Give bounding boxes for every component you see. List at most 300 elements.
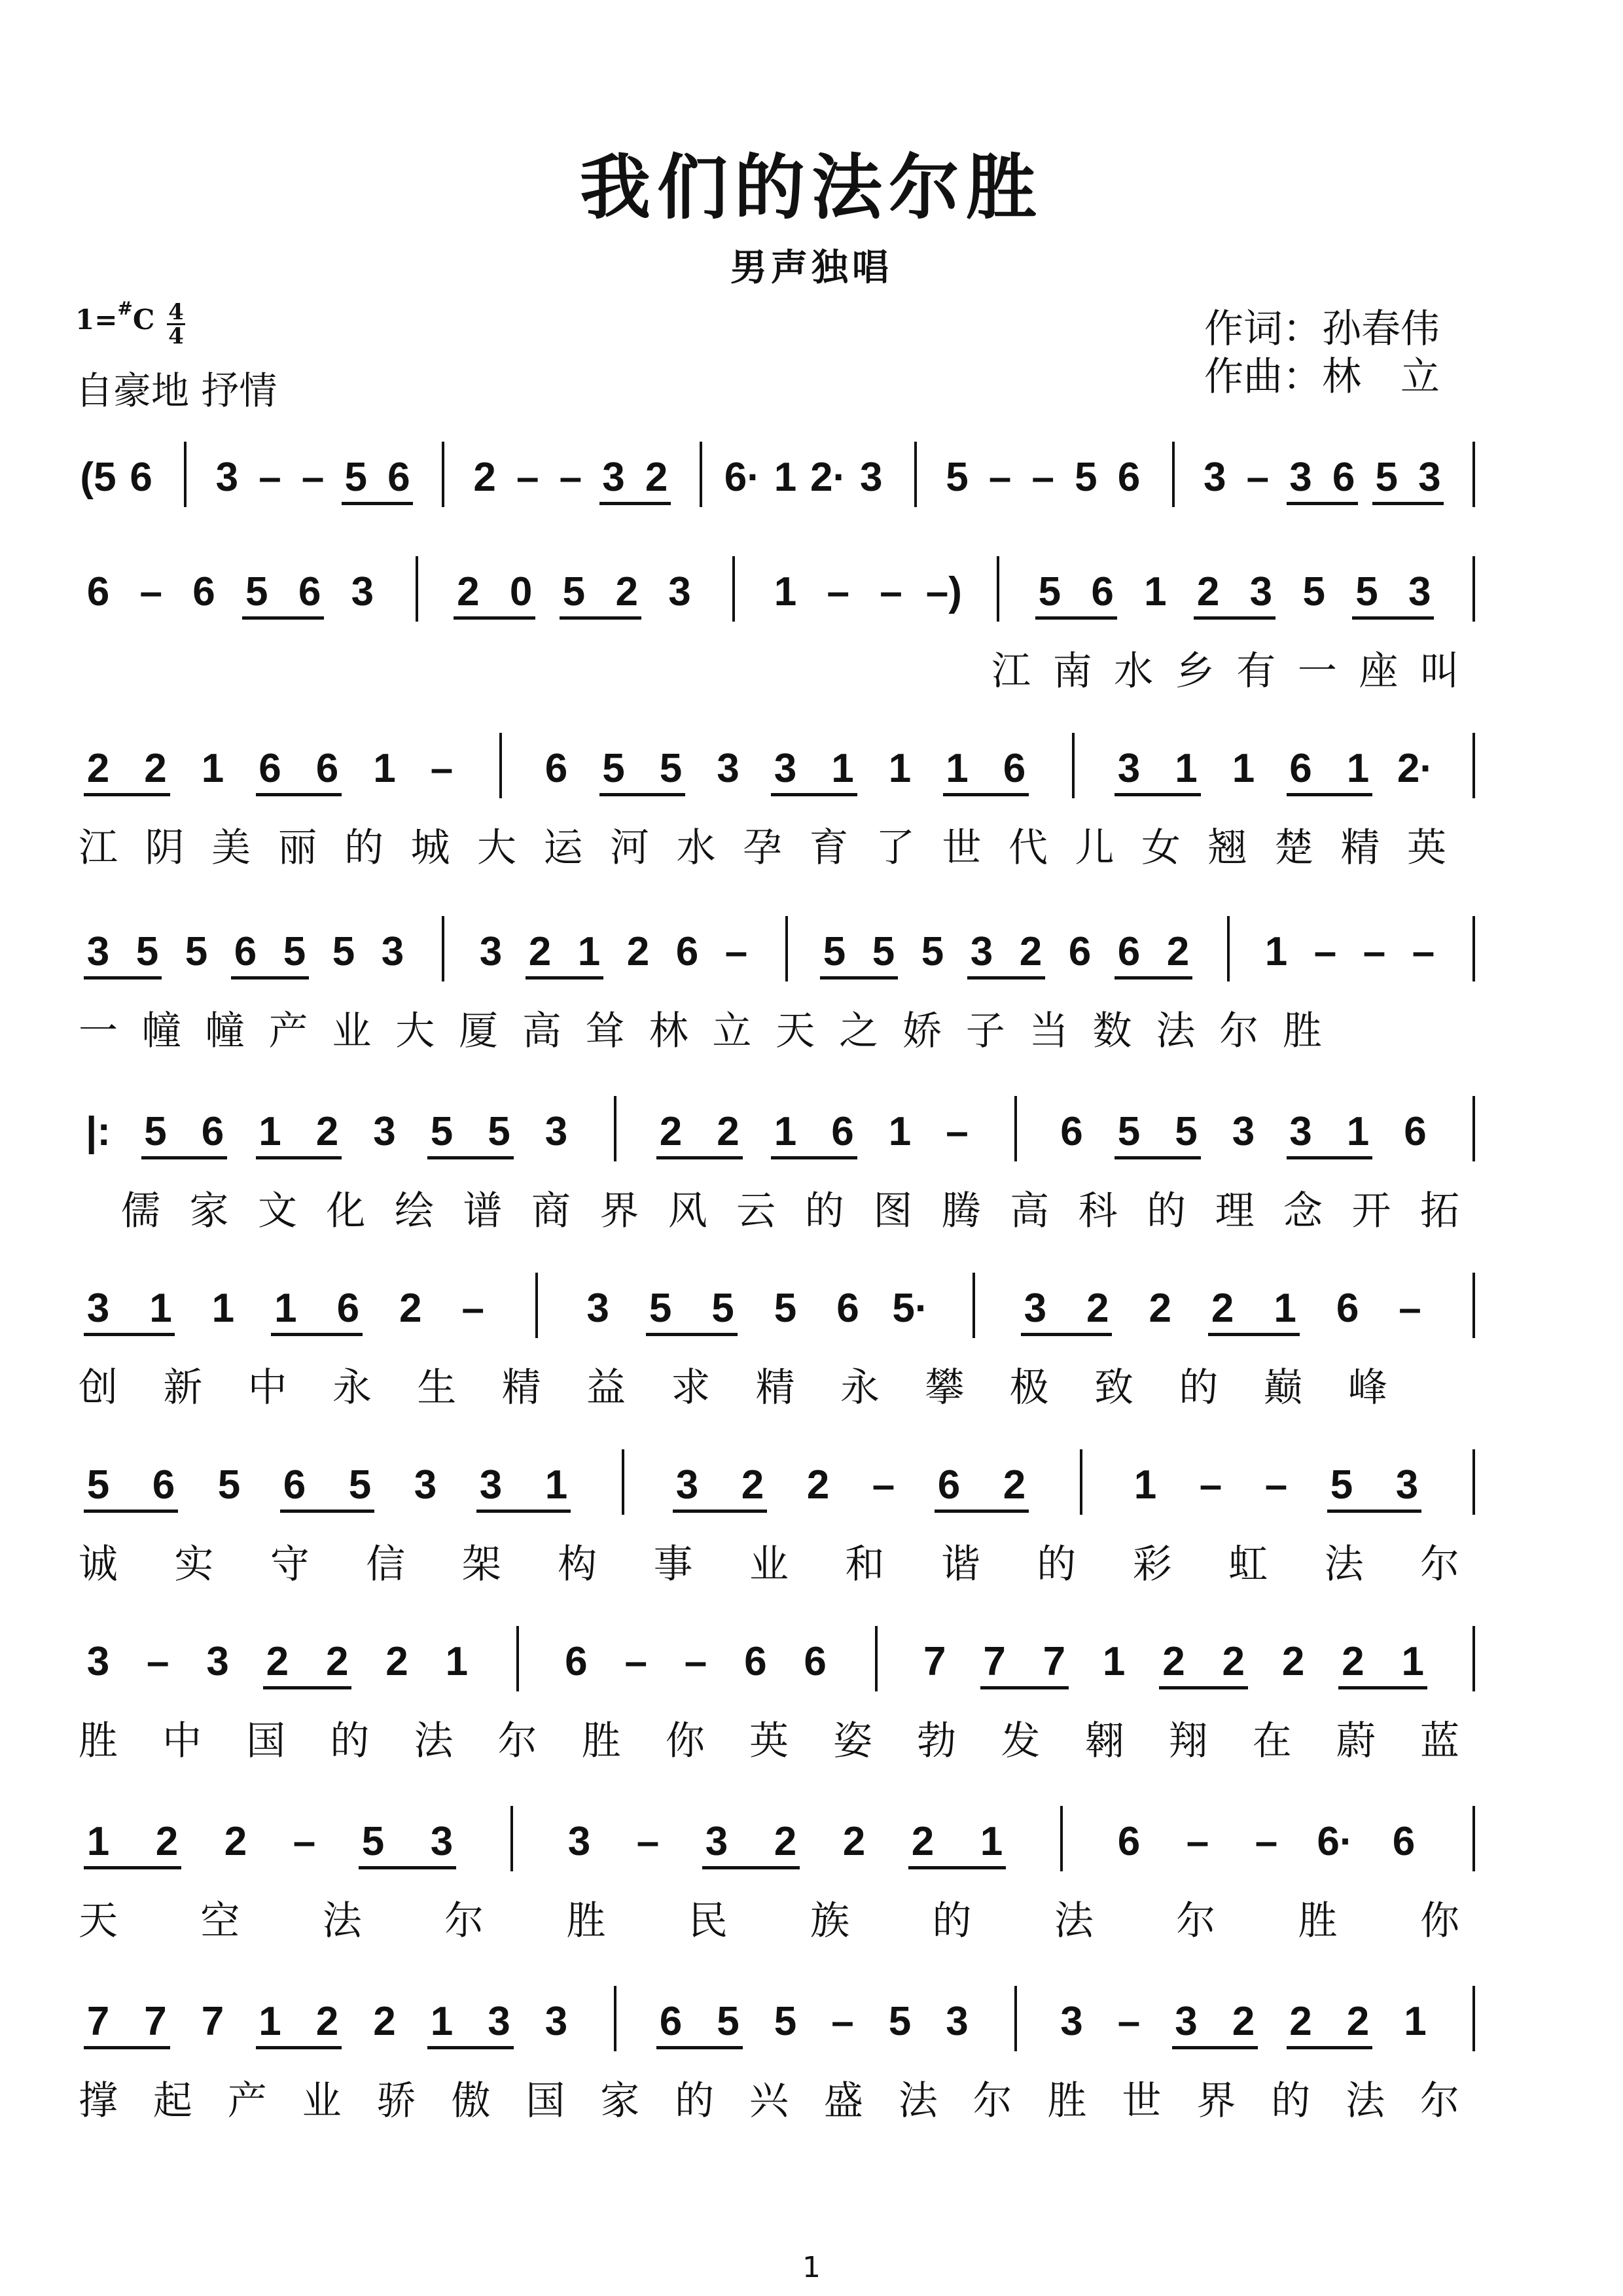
lyric-character: 儿 <box>1075 825 1115 871</box>
note: 6 <box>1336 1286 1359 1331</box>
lyric-character: 胜 <box>1283 1008 1322 1054</box>
lyric-character: 姿 <box>833 1718 873 1764</box>
bar-line <box>1014 1986 1017 2051</box>
lyric-character: 女 <box>1141 825 1181 871</box>
lyric-character: 信 <box>366 1542 406 1587</box>
dash-extension: – <box>461 1286 484 1331</box>
note: 3 <box>1289 1109 1312 1154</box>
bar-line <box>1060 1806 1063 1871</box>
lyric-character: 构 <box>558 1542 597 1587</box>
lyric-character: 致 <box>1094 1365 1133 1411</box>
lyric-line <box>0 640 1623 692</box>
note: 1 <box>86 1819 110 1864</box>
note: 6 <box>1404 1109 1427 1154</box>
lyric-character: 谐 <box>940 1542 980 1587</box>
repeat-sign: |: <box>86 1109 111 1154</box>
note: 2 <box>315 1999 339 2044</box>
lyric-character: 胜 <box>1298 1898 1338 1944</box>
beam-underline <box>256 2046 342 2049</box>
beam-underline <box>656 1156 743 1159</box>
note: 5 <box>488 1109 510 1154</box>
note: 3 <box>1249 569 1273 614</box>
note: 6 <box>259 746 281 791</box>
note: 3 <box>215 455 239 500</box>
note: 2 <box>1003 1462 1026 1508</box>
dash-extension: – <box>684 1639 707 1684</box>
note: 5 <box>562 569 586 614</box>
lyric-line <box>0 2070 1623 2122</box>
lyric-character: 尔 <box>1420 2078 1459 2124</box>
dash-extension: – <box>1412 929 1435 974</box>
beam-underline <box>427 2046 514 2049</box>
lyric-character: 傲 <box>451 2078 491 2124</box>
lyric-character: 界 <box>1196 2078 1236 2124</box>
note: 7 <box>1043 1639 1066 1684</box>
dash-extension: – <box>831 1999 854 2044</box>
lyric-character: 新 <box>163 1365 203 1411</box>
note: 1 <box>544 1462 568 1508</box>
lyric-character: 尔 <box>1176 1898 1216 1944</box>
beam-underline <box>1327 1510 1421 1513</box>
beam-underline <box>771 793 857 796</box>
bar-line <box>732 556 735 622</box>
note: 5 <box>872 929 895 974</box>
note: 6· <box>724 455 760 500</box>
note: 2 <box>399 1286 422 1331</box>
bar-line <box>1472 442 1475 507</box>
note: 2 <box>1211 1286 1234 1331</box>
note: 6 <box>387 455 410 500</box>
score-row <box>0 1819 1623 1963</box>
lyric-character: 英 <box>1407 825 1446 871</box>
dash-extension: – <box>636 1819 660 1864</box>
note: 1 <box>211 1286 235 1331</box>
bar-line <box>442 442 444 507</box>
beam-underline <box>242 616 324 620</box>
beam-underline <box>1194 616 1275 620</box>
note: 3 <box>430 1819 454 1864</box>
note: 2 <box>842 1819 866 1864</box>
song-subtitle: 男声独唱 <box>730 246 893 289</box>
lyric-character: 念 <box>1283 1188 1323 1234</box>
beam-underline <box>599 793 686 796</box>
score-row <box>0 929 1623 1073</box>
note: 3 <box>544 1109 568 1154</box>
note: 6 <box>1332 455 1355 500</box>
dash-extension: – <box>147 1639 169 1684</box>
note: 1 <box>774 569 797 614</box>
lyric-character: 楚 <box>1274 825 1313 871</box>
dash-extension: – <box>516 455 539 500</box>
lyric-character: 求 <box>671 1365 711 1411</box>
beam-underline <box>560 616 641 620</box>
note: 6 <box>130 455 152 500</box>
note: (5 <box>80 455 116 500</box>
note: 2 <box>373 1999 396 2044</box>
lyric-character: 高 <box>522 1008 562 1054</box>
bar-line <box>416 556 418 622</box>
note: 5 <box>602 746 625 791</box>
note: 7 <box>983 1639 1006 1684</box>
note: 5 <box>1302 569 1325 614</box>
bar-line <box>1227 916 1230 981</box>
lyric-character: 腾 <box>941 1188 981 1234</box>
dash-extension: – <box>1199 1462 1222 1508</box>
note: 1 <box>274 1286 297 1331</box>
note: 2 <box>1149 1286 1171 1331</box>
lyric-character: 虹 <box>1228 1542 1268 1587</box>
note: 5 <box>946 455 969 500</box>
beam-underline <box>231 976 309 980</box>
lyric-character: 高 <box>1010 1188 1050 1234</box>
lyric-character: 的 <box>804 1188 844 1234</box>
lyric-character: 尔 <box>1420 1542 1459 1587</box>
lyric-character: 厦 <box>459 1008 499 1054</box>
lyric-character: 娇 <box>902 1008 942 1054</box>
beam-underline <box>646 1333 737 1336</box>
lyric-character: 族 <box>810 1898 850 1944</box>
dash-extension: – <box>293 1819 316 1864</box>
lyric-character: 拓 <box>1420 1188 1459 1234</box>
note: 6 <box>234 929 257 974</box>
lyric-character: 水 <box>1114 648 1154 694</box>
note: 1 <box>373 746 396 791</box>
composer-credit: 作曲：林 立 <box>1204 354 1440 400</box>
note: 5 <box>921 929 944 974</box>
note: 1 <box>1144 569 1167 614</box>
note: 3 <box>1024 1286 1047 1331</box>
lyric-character: 永 <box>332 1365 372 1411</box>
lyric-character: 育 <box>809 825 849 871</box>
note: 2 <box>1222 1639 1245 1684</box>
note: 6 <box>298 569 321 614</box>
note: 5 <box>283 929 306 974</box>
lyric-character: 尔 <box>497 1718 537 1764</box>
lyric-character: 天 <box>776 1008 815 1054</box>
note: 3 <box>479 1462 503 1508</box>
bar-line <box>1472 1096 1475 1161</box>
note: 5 <box>711 1286 734 1331</box>
note: 3 <box>86 929 110 974</box>
lyric-character: 中 <box>162 1718 202 1764</box>
lyric-character: 阴 <box>145 825 185 871</box>
lyric-character: 座 <box>1359 648 1399 694</box>
note: 3 <box>705 1819 728 1864</box>
note: 1 <box>1102 1639 1126 1684</box>
lyric-character: 产 <box>268 1008 308 1054</box>
bar-line <box>1080 1449 1082 1515</box>
note: 3 <box>373 1109 396 1154</box>
note: 2 <box>626 929 650 974</box>
note: 7 <box>201 1999 224 2044</box>
dash-extension: – <box>1399 1286 1421 1331</box>
lyric-character: 的 <box>932 1898 972 1944</box>
lyric-character: 蓝 <box>1420 1718 1459 1764</box>
lyric-character: 创 <box>79 1365 118 1411</box>
beam-underline <box>84 1866 181 1869</box>
score-row <box>0 569 1623 713</box>
lyric-character: 法 <box>1324 1542 1364 1587</box>
lyric-character: 理 <box>1215 1188 1255 1234</box>
lyric-character: 盛 <box>823 2078 863 2124</box>
lyric-character: 实 <box>174 1542 214 1587</box>
note: 2 <box>1086 1286 1109 1331</box>
note: 1 <box>1175 746 1198 791</box>
lyric-character: 诚 <box>79 1542 118 1587</box>
note: 2 <box>1019 929 1043 974</box>
dash-extension: – <box>880 569 902 614</box>
bar-line <box>1472 1449 1475 1515</box>
beam-underline <box>1287 502 1359 505</box>
beam-underline <box>820 976 898 980</box>
lyric-character: 的 <box>330 1718 370 1764</box>
note: 3 <box>86 1639 110 1684</box>
note: 1 <box>259 1109 281 1154</box>
note: 5 <box>1075 455 1097 500</box>
lyric-character: 图 <box>873 1188 913 1234</box>
note: 7 <box>86 1999 110 2044</box>
note: 5 <box>348 1462 372 1508</box>
beam-underline <box>1172 2046 1258 2049</box>
lyric-character: 法 <box>898 2078 938 2124</box>
lyric-character: 法 <box>1054 1898 1094 1944</box>
note: 6 <box>1117 929 1141 974</box>
note: 1 <box>445 1639 469 1684</box>
note: 3 <box>567 1819 591 1864</box>
note: 3 <box>675 1462 699 1508</box>
beam-underline <box>1208 1333 1299 1336</box>
note: 3 <box>774 746 797 791</box>
lyric-character: 天 <box>79 1898 118 1944</box>
lyric-character: 起 <box>152 2078 192 2124</box>
lyric-character: 开 <box>1351 1188 1391 1234</box>
beam-underline <box>84 1510 178 1513</box>
note: 6 <box>937 1462 961 1508</box>
beam-underline <box>1287 1156 1373 1159</box>
note: 2 <box>645 455 668 500</box>
note: 3 <box>946 1999 969 2044</box>
note: 2 <box>1196 569 1220 614</box>
lyric-character: 尔 <box>444 1898 484 1944</box>
beam-underline <box>280 1510 374 1513</box>
note: 2 <box>1232 1999 1255 2044</box>
beam-underline <box>526 976 603 980</box>
lyric-character: 翘 <box>1207 825 1247 871</box>
note: 6 <box>744 1639 767 1684</box>
lyric-character: 南 <box>1052 648 1092 694</box>
dash-extension: – <box>624 1639 647 1684</box>
beam-underline <box>1287 2046 1373 2049</box>
note: 3 <box>206 1639 229 1684</box>
lyric-character: 精 <box>1340 825 1380 871</box>
note: 6 <box>1117 455 1141 500</box>
lyric-character: 中 <box>247 1365 287 1411</box>
lyric-character: 科 <box>1078 1188 1118 1234</box>
note: 5 <box>1375 455 1398 500</box>
dash-extension: – <box>301 455 325 500</box>
lyric-character: 国 <box>246 1718 286 1764</box>
note: 2 <box>473 455 496 500</box>
note: 3 <box>381 929 404 974</box>
lyric-character: 发 <box>1001 1718 1041 1764</box>
lyric-line <box>0 817 1623 869</box>
note: 3 <box>586 1286 609 1331</box>
note: 6 <box>1068 929 1092 974</box>
lyric-character: 的 <box>1179 1365 1219 1411</box>
note: 5 <box>1117 1109 1141 1154</box>
lyric-character: 当 <box>1029 1008 1069 1054</box>
lyric-character: 勃 <box>917 1718 957 1764</box>
lyric-character: 法 <box>414 1718 454 1764</box>
note: 6 <box>315 746 339 791</box>
note: 2 <box>659 1109 683 1154</box>
note: 3 <box>1060 1999 1083 2044</box>
note: 5 <box>344 455 367 500</box>
note: 2 <box>911 1819 935 1864</box>
dash-extension: – <box>1264 1462 1288 1508</box>
note: 6 <box>836 1286 859 1331</box>
note: 2· <box>810 455 847 500</box>
dash-extension: – <box>1117 1999 1141 2044</box>
note: 3 <box>1117 746 1141 791</box>
beam-underline <box>359 1866 456 1869</box>
note: 5 <box>1175 1109 1198 1154</box>
note: 3 <box>860 455 883 500</box>
lyric-character: 江 <box>79 825 118 871</box>
note: 2 <box>144 746 167 791</box>
score-row <box>0 1109 1623 1253</box>
score-row <box>0 1999 1623 2143</box>
beam-underline <box>1035 616 1117 620</box>
note: 2 <box>717 1109 740 1154</box>
beam-underline <box>1021 1333 1112 1336</box>
lyric-character: 立 <box>712 1008 752 1054</box>
tempo-marking: 自豪地 抒情 <box>75 368 277 413</box>
bar-line <box>184 442 187 507</box>
lyric-character: 业 <box>749 1542 789 1587</box>
lyric-character: 你 <box>665 1718 705 1764</box>
beam-underline <box>271 1333 362 1336</box>
dash-extension: – <box>1246 455 1270 500</box>
note: 1 <box>1401 1639 1424 1684</box>
beam-underline <box>256 793 342 796</box>
note: 5 <box>217 1462 241 1508</box>
note: 1 <box>430 1999 454 2044</box>
note: 5 <box>717 1999 740 2044</box>
note: 3 <box>1408 569 1431 614</box>
lyric-character: 化 <box>326 1188 366 1234</box>
beam-underline <box>1287 793 1373 796</box>
note: 7 <box>923 1639 946 1684</box>
note: 3 <box>1232 1109 1255 1154</box>
lyric-character: 国 <box>526 2078 565 2124</box>
bar-line <box>1472 916 1475 981</box>
note: 2 <box>741 1462 764 1508</box>
bar-line <box>1472 733 1475 798</box>
lyric-character: 事 <box>653 1542 693 1587</box>
score-row <box>0 1462 1623 1606</box>
note: 5 <box>774 1286 797 1331</box>
lyric-character: 尔 <box>1219 1008 1259 1054</box>
lyric-character: 儒 <box>121 1188 160 1234</box>
beam-underline <box>1115 793 1201 796</box>
lyric-character: 运 <box>543 825 583 871</box>
lyric-character: 彩 <box>1132 1542 1172 1587</box>
lyric-character: 叫 <box>1420 648 1459 694</box>
lyric-character: 翱 <box>1084 1718 1124 1764</box>
lyric-character: 胜 <box>581 1718 621 1764</box>
lyric-character: 法 <box>1346 2078 1385 2124</box>
note: 2 <box>1281 1639 1305 1684</box>
lyric-character: 峰 <box>1348 1365 1387 1411</box>
bar-line <box>1014 1096 1017 1161</box>
lyric-character: 英 <box>749 1718 789 1764</box>
beam-underline <box>599 502 671 505</box>
beam-underline <box>1115 976 1192 980</box>
beam-underline <box>84 2046 170 2049</box>
note: 1 <box>1264 929 1288 974</box>
note: 5 <box>86 1462 110 1508</box>
lyric-character: 产 <box>227 2078 267 2124</box>
lyric-character: 水 <box>676 825 716 871</box>
lyric-character: 幢 <box>205 1008 245 1054</box>
note: 6 <box>565 1639 588 1684</box>
beam-underline <box>771 1156 857 1159</box>
bar-line <box>875 1626 878 1691</box>
note: 2 <box>155 1819 179 1864</box>
bar-line <box>499 733 502 798</box>
note: 5 <box>888 1999 912 2044</box>
lyric-character: 永 <box>840 1365 880 1411</box>
lyric-character: 之 <box>839 1008 879 1054</box>
beam-underline <box>908 1866 1006 1869</box>
lyric-character: 守 <box>270 1542 310 1587</box>
bar-line <box>1472 1806 1475 1871</box>
lyric-character: 和 <box>845 1542 885 1587</box>
note: 3 <box>414 1462 437 1508</box>
note: 6 <box>1289 746 1312 791</box>
note: 5 <box>1038 569 1061 614</box>
note: 6 <box>675 929 699 974</box>
lyric-line <box>0 1890 1623 1942</box>
lyric-character: 大 <box>477 825 516 871</box>
dash-extension: – <box>827 569 850 614</box>
dash-extension: – <box>946 1109 969 1154</box>
note: 1 <box>774 455 797 500</box>
lyric-character: 谱 <box>463 1188 503 1234</box>
lyric-character: 幢 <box>141 1008 181 1054</box>
key-signature: 1=#C <box>75 298 155 336</box>
dash-extension: – <box>430 746 454 791</box>
time-signature: 4 4 <box>167 302 185 346</box>
note: 6 <box>1060 1109 1083 1154</box>
note: 5 <box>659 746 683 791</box>
bar-line <box>914 442 917 507</box>
note: 3 <box>1289 455 1312 500</box>
dash-extension: – <box>1363 929 1386 974</box>
lyric-character: 胜 <box>566 1898 606 1944</box>
note: 5 <box>332 929 355 974</box>
note: 3 <box>602 455 625 500</box>
lyric-character: 世 <box>942 825 982 871</box>
beam-underline <box>656 2046 743 2049</box>
lyric-character: 江 <box>991 648 1031 694</box>
lyric-line <box>0 1000 1623 1052</box>
beam-underline <box>702 1866 800 1869</box>
note: 5 <box>361 1819 385 1864</box>
note: 3 <box>1395 1462 1419 1508</box>
note: 1 <box>1133 1462 1157 1508</box>
